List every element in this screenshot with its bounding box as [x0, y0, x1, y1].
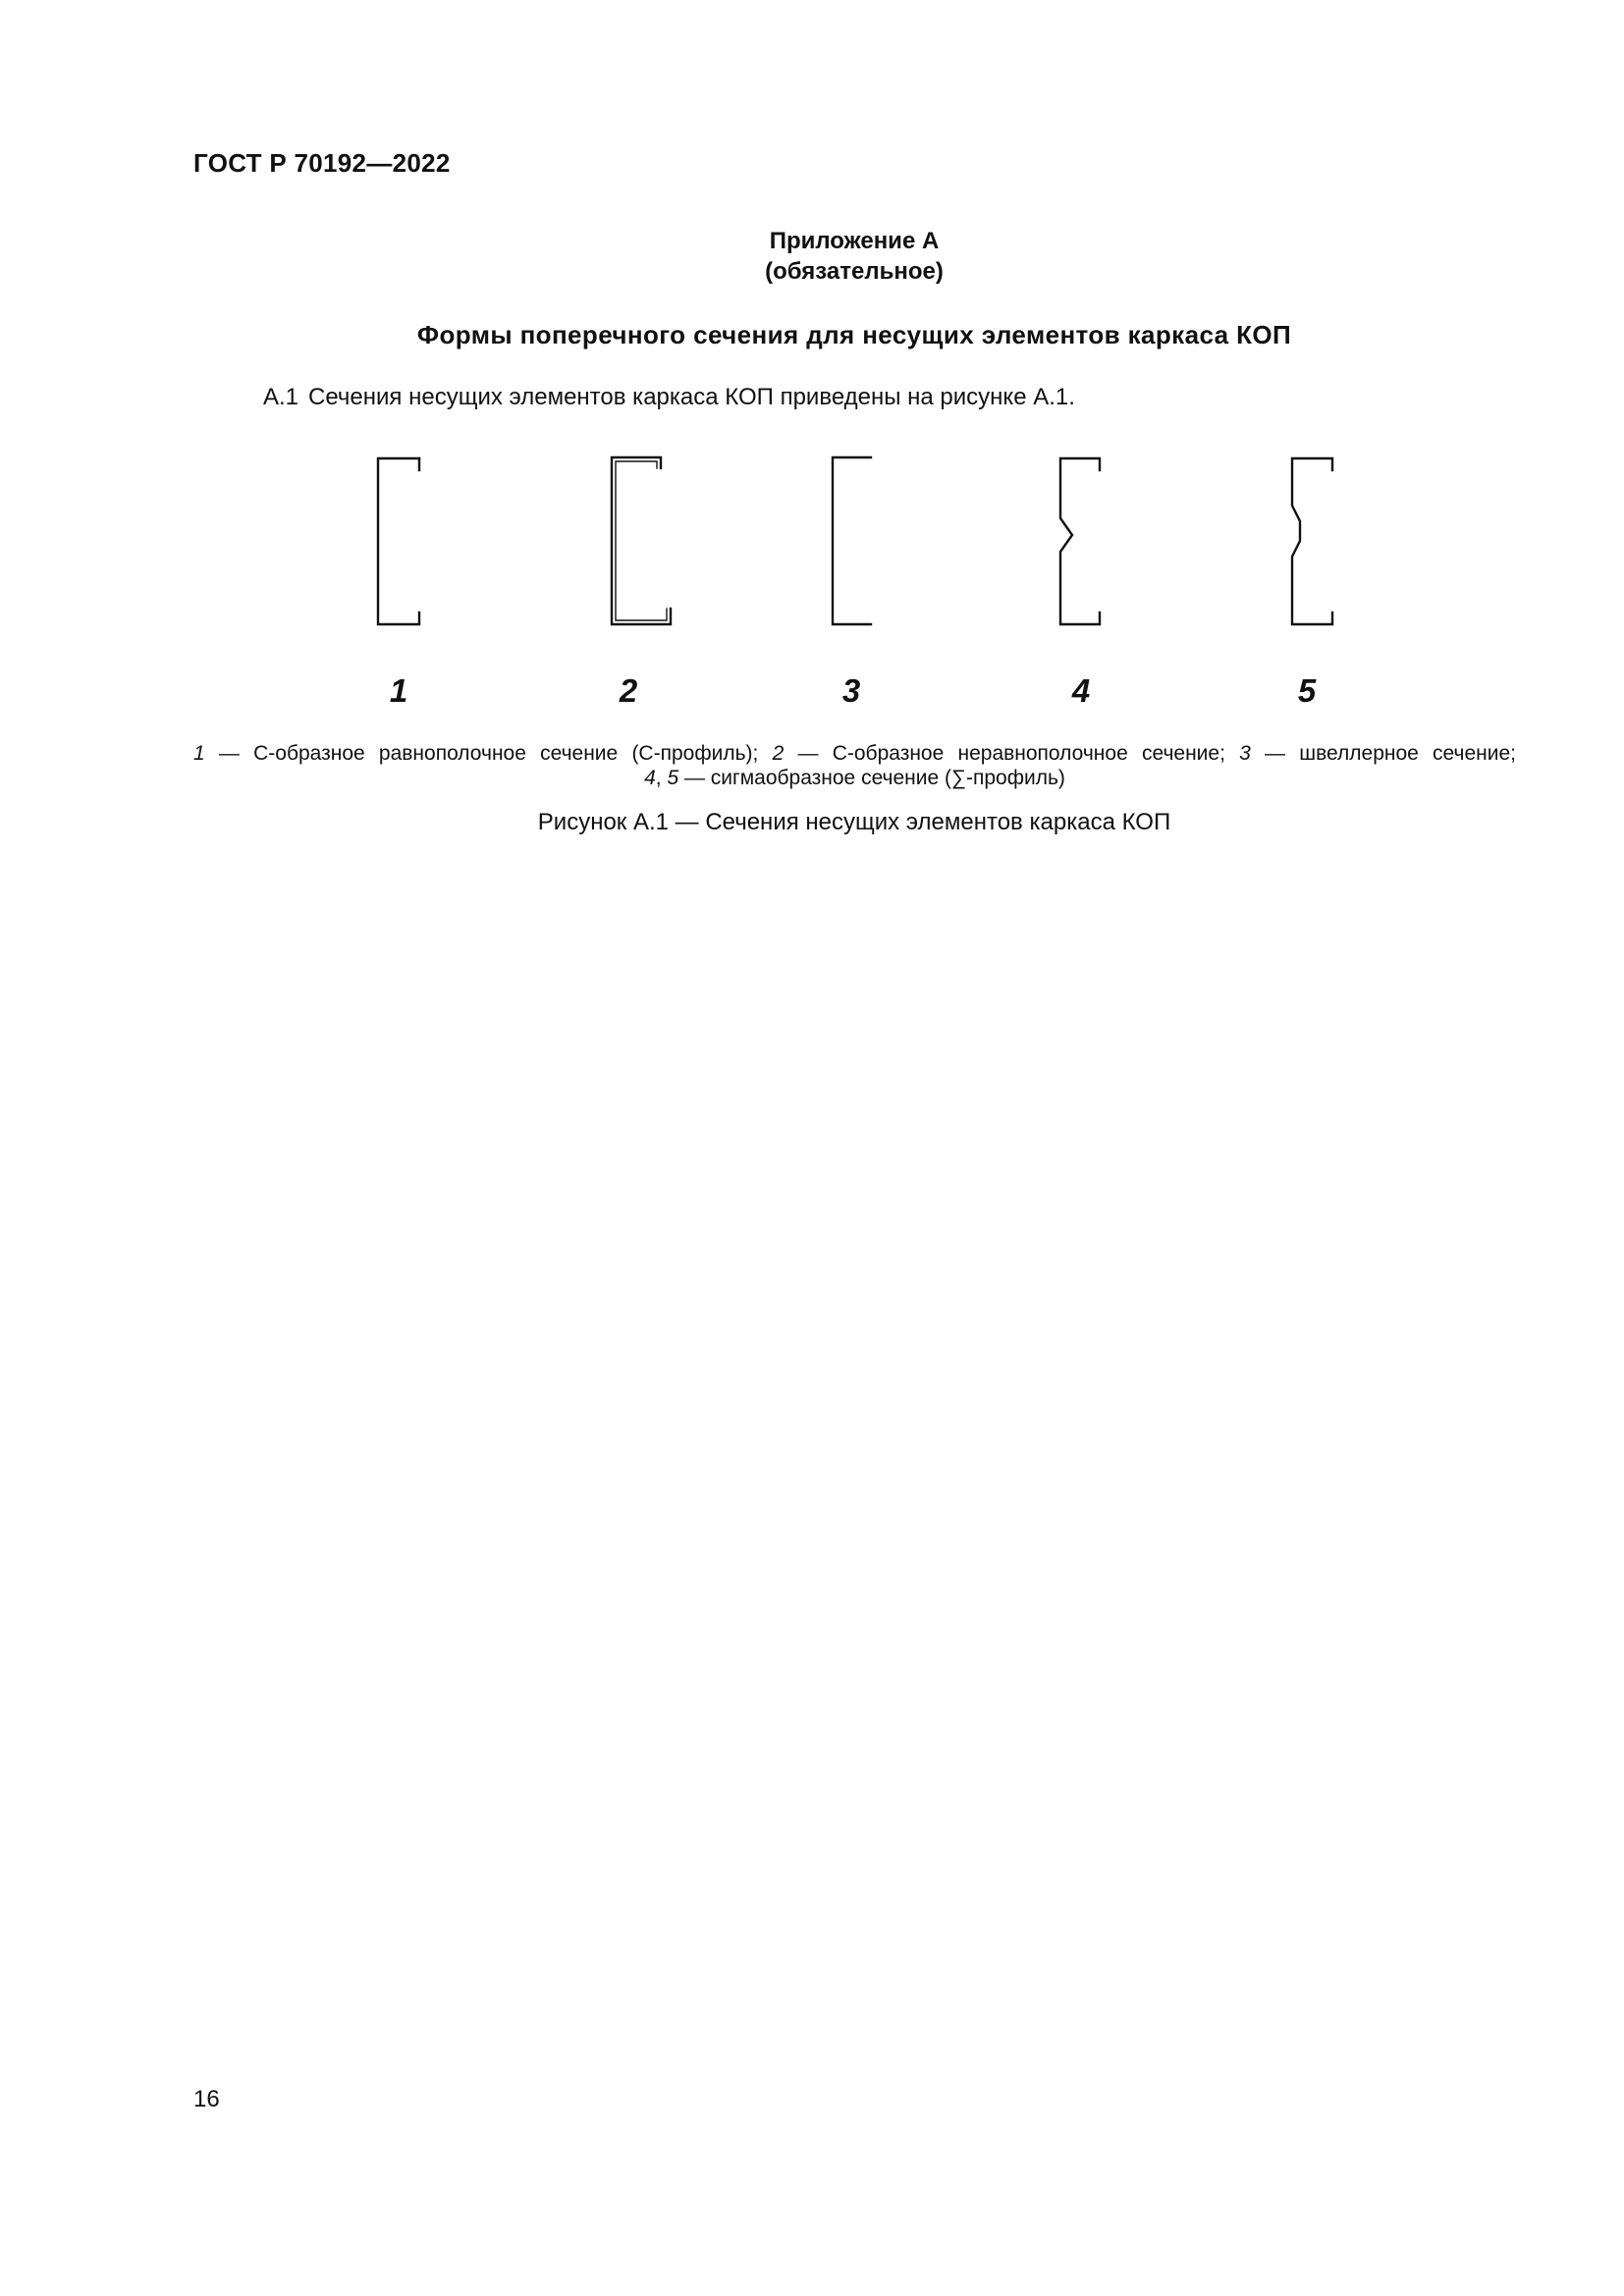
paragraph-text: Сечения несущих элементов каркаса КОП приведены на рисунке А.1. — [308, 384, 1075, 410]
legend-text-3: — швеллерное сечение; — [1250, 742, 1516, 765]
legend-num-5: 5 — [667, 767, 679, 789]
figure-label-1: 1 — [389, 672, 408, 709]
figure-legend-line-1 — [193, 741, 1516, 766]
legend-num-4: 4 — [644, 767, 656, 789]
legend-text-4: — сигмаобразное сечение (∑-профиль) — [678, 767, 1065, 789]
section-title: Формы поперечного сечения для несущих элементов каркаса КОП — [416, 320, 1292, 349]
figure-label-4: 4 — [1071, 672, 1091, 709]
section-4-sigma-profile — [1060, 458, 1100, 624]
section-2-c-profile-inner — [616, 461, 667, 620]
section-1-c-profile — [378, 458, 419, 624]
legend-num-1: 1 — [193, 742, 205, 765]
section-2-c-profile-outer — [612, 457, 671, 624]
paragraph-number: А.1 — [263, 384, 299, 410]
paragraph-a1 — [263, 384, 1075, 411]
document-code: ГОСТ Р 70192—2022 — [193, 148, 451, 178]
figure-caption: Рисунок А.1 — Сечения несущих элементов каркаса КОП — [537, 809, 1171, 835]
figure-label-5: 5 — [1297, 672, 1317, 709]
legend-num-2: 2 — [772, 742, 785, 765]
annex-title: Приложение А — [769, 228, 940, 254]
page-number: 16 — [193, 2086, 220, 2112]
annex-status: (обязательное) — [765, 258, 944, 285]
figure-label-3: 3 — [841, 672, 861, 709]
legend-num-3: 3 — [1239, 742, 1251, 765]
section-5-sigma-profile — [1292, 458, 1332, 624]
figure-legend-line-2 — [193, 766, 1516, 790]
legend-sep: , — [655, 767, 668, 789]
figure-label-2: 2 — [619, 672, 638, 709]
legend-text-1: — С-образное равнополочное сечение (С-профиль); — [204, 742, 773, 765]
section-3-channel — [833, 457, 871, 624]
legend-text-2: — С-образное неравнополочное сечение; — [784, 742, 1240, 765]
